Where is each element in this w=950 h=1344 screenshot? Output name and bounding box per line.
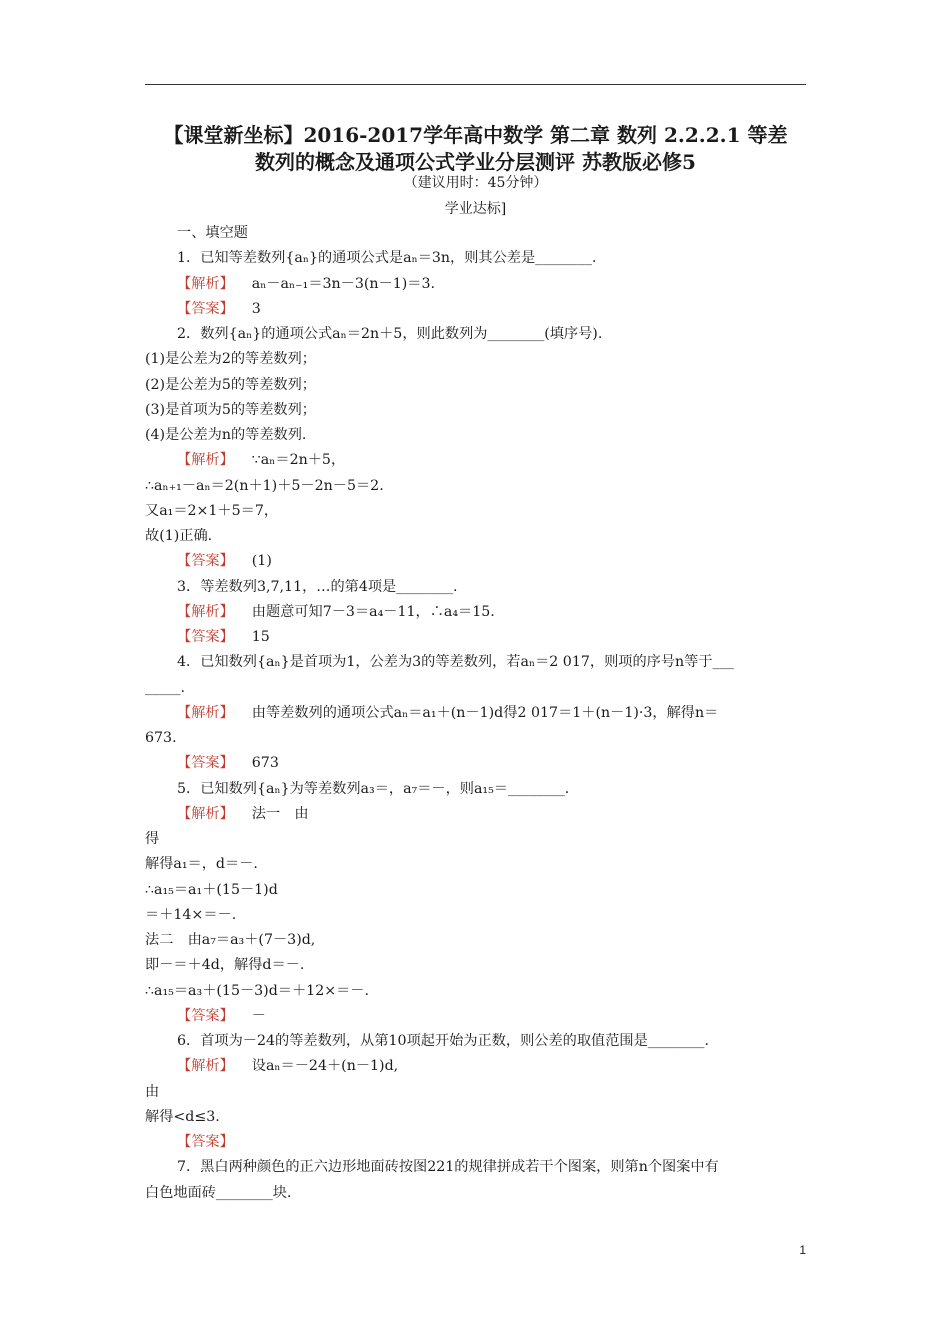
analysis-tag: 【解析】 bbox=[177, 1058, 234, 1075]
question-7-continued: 白色地面砖________块. bbox=[145, 1184, 292, 1201]
solution-line: ∴a₁₅＝a₃＋(15－3)d＝＋12×＝－. bbox=[145, 982, 370, 999]
question-1: 1．已知等差数列{aₙ}的通项公式是aₙ＝3n，则其公差是________. bbox=[177, 250, 597, 267]
part-heading: 一、填空题 bbox=[177, 225, 248, 241]
answer-text: (1) bbox=[251, 553, 272, 570]
analysis-tag: 【解析】 bbox=[177, 603, 234, 620]
section-heading: 学业达标] bbox=[444, 201, 507, 217]
question-6: 6．首项为－24的等差数列，从第10项起开始为正数，则公差的取值范围是________. bbox=[177, 1033, 710, 1049]
suggested-time: （建议用时：45分钟） bbox=[403, 175, 548, 191]
analysis-text: 法一 由 bbox=[251, 805, 309, 822]
answer-text: 673 bbox=[251, 755, 279, 772]
analysis-text: 由等差数列的通项公式aₙ＝a₁＋(n－1)d得2 017＝1＋(n－1)·3，解得n＝ bbox=[251, 704, 719, 721]
analysis-text: 设aₙ＝－24＋(n－1)d, bbox=[251, 1058, 399, 1075]
solution-line: 解得a₁＝，d＝－. bbox=[145, 856, 258, 873]
answer-tag: 【答案】 bbox=[177, 553, 234, 570]
question-3: 3．等差数列3,7,11，…的第4项是________. bbox=[177, 578, 458, 595]
answer-6 bbox=[145, 1130, 806, 1155]
solution-line: 故(1)正确. bbox=[145, 528, 213, 544]
question-7: 7．黑白两种颜色的正六边形地面砖按图221的规律拼成若干个图案，则第n个图案中有 bbox=[177, 1159, 719, 1176]
solution-line: ∴a₁₅＝a₁＋(15－1)d bbox=[145, 881, 278, 898]
answer-5 bbox=[145, 1004, 806, 1029]
analysis-3 bbox=[145, 600, 806, 625]
solution-line: ∴aₙ₊₁－aₙ＝2(n＋1)＋5－2n－5＝2. bbox=[145, 477, 384, 494]
solution-line: 由 bbox=[145, 1083, 160, 1100]
option-2: (2)是公差为5的等差数列； bbox=[145, 376, 316, 393]
title-line-2: 数列的概念及通项公式学业分层测评 苏教版必修5 bbox=[255, 150, 696, 174]
analysis-tag: 【解析】 bbox=[177, 805, 234, 822]
solution-line: 得 bbox=[145, 831, 160, 847]
analysis-text: 由题意可知7－3＝a₄－11，∴a₄＝15. bbox=[251, 603, 495, 620]
answer-text: 3 bbox=[251, 300, 261, 317]
document-body bbox=[145, 221, 806, 1206]
analysis-text: aₙ－aₙ₋₁＝3n－3(n－1)＝3. bbox=[251, 275, 436, 292]
answer-tag: 【答案】 bbox=[177, 755, 234, 772]
question-5: 5．已知数列{aₙ}为等差数列a₃＝，a₇＝－，则a₁₅＝________. bbox=[177, 780, 570, 797]
title-line-1: 【课堂新坐标】2016-2017学年高中数学 第二章 数列 2.2.2.1 等差 bbox=[163, 123, 788, 147]
answer-tag: 【答案】 bbox=[177, 629, 234, 645]
analysis-1 bbox=[145, 272, 806, 297]
solution-line: ＝＋14×＝－. bbox=[145, 906, 237, 923]
document-title bbox=[145, 122, 806, 176]
solution-line: 解得<d≤3. bbox=[145, 1108, 220, 1125]
solution-line: 673. bbox=[145, 730, 177, 746]
question-2: 2．数列{aₙ}的通项公式aₙ＝2n＋5，则此数列为________(填序号). bbox=[177, 326, 603, 342]
answer-tag: 【答案】 bbox=[177, 1134, 234, 1150]
answer-2 bbox=[145, 549, 806, 574]
option-3: (3)是首项为5的等差数列； bbox=[145, 401, 316, 418]
answer-text: － bbox=[251, 1007, 266, 1024]
answer-tag: 【答案】 bbox=[177, 1007, 234, 1024]
solution-line: 法二 由a₇＝a₃＋(7－3)d, bbox=[145, 932, 316, 948]
analysis-2 bbox=[145, 448, 806, 473]
question-4: 4．已知数列{aₙ}是首项为1，公差为3的等差数列，若aₙ＝2 017，则项的序号n等于___ bbox=[177, 654, 734, 671]
solution-line: 又a₁＝2×1＋5＝7， bbox=[145, 502, 279, 519]
page-number: 1 bbox=[799, 1243, 806, 1257]
answer-3 bbox=[145, 625, 806, 650]
option-4: (4)是公差为n的等差数列. bbox=[145, 427, 307, 443]
analysis-text: ∵aₙ＝2n＋5， bbox=[251, 452, 346, 469]
analysis-tag: 【解析】 bbox=[177, 704, 234, 721]
analysis-6 bbox=[145, 1054, 806, 1079]
solution-line: 即－＝＋4d，解得d＝－. bbox=[145, 957, 305, 974]
question-4-continued: _____. bbox=[145, 679, 185, 696]
answer-4 bbox=[145, 751, 806, 776]
analysis-tag: 【解析】 bbox=[177, 275, 234, 292]
header-rule bbox=[145, 84, 806, 85]
analysis-5 bbox=[145, 802, 806, 827]
option-1: (1)是公差为2的等差数列； bbox=[145, 351, 316, 368]
answer-1 bbox=[145, 297, 806, 322]
answer-text: 15 bbox=[251, 629, 270, 645]
analysis-tag: 【解析】 bbox=[177, 452, 234, 469]
answer-tag: 【答案】 bbox=[177, 300, 234, 317]
analysis-4 bbox=[145, 701, 806, 726]
